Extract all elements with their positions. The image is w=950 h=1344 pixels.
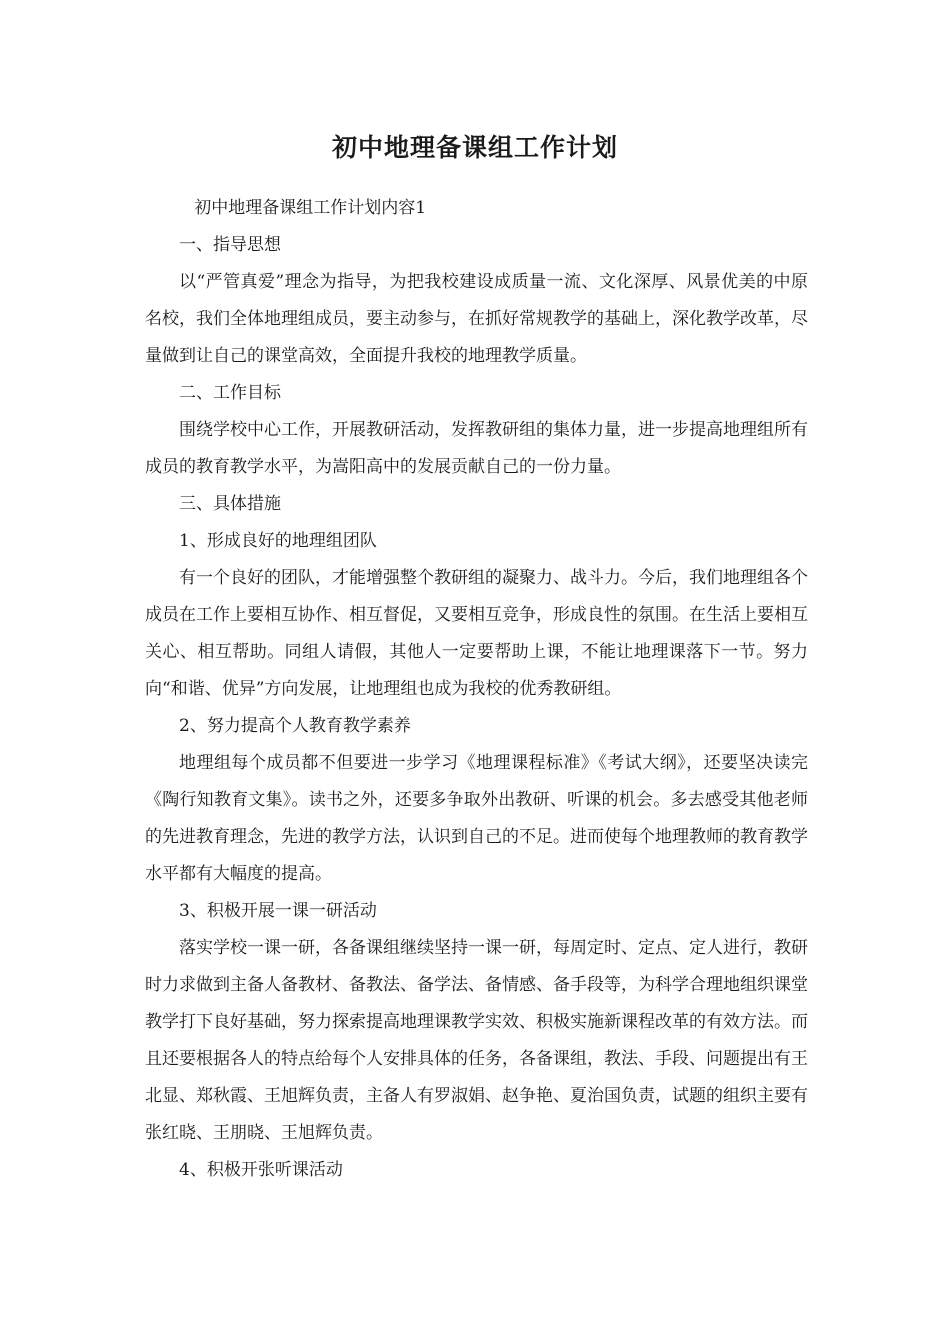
subheading-lesson-observation: 4、积极开张听课活动	[179, 1160, 343, 1180]
subheading-lesson-research: 3、积极开展一课一研活动	[179, 901, 377, 921]
page-title: 初中地理备课组工作计划	[331, 133, 618, 162]
section-subtitle: 初中地理备课组工作计划内容1	[194, 198, 427, 218]
paragraph-team: 有一个良好的团队，才能增强整个教研组的凝聚力、战斗力。今后，我们地理组各个成员在工作上要相互协作、相互督促，又要相互竞争，形成良性的氛围。在生活上要相互关心、相互帮助。同组人请假，其他人一定要帮助上课，不能让地理课落下一节。努力向“和谐、优异”方向发展，让地理组也成为我校的优秀教研组。	[145, 568, 808, 699]
heading-guiding-ideology: 一、指导思想	[179, 235, 281, 255]
heading-specific-measures: 三、具体措施	[179, 494, 281, 514]
paragraph-guiding-ideology: 以“严管真爱”理念为指导，为把我校建设成质量一流、文化深厚、风景优美的中原名校，我们全体地理组成员，要主动参与，在抓好常规教学的基础上，深化教学改革，尽量做到让自己的课堂高效，全面提升我校的地理教学质量。	[145, 272, 808, 366]
heading-work-goals: 二、工作目标	[179, 383, 281, 403]
paragraph-literacy: 地理组每个成员都不但要进一步学习《地理课程标准》《考试大纲》，还要坚决读完《陶行知教育文集》。读书之外，还要多争取外出教研、听课的机会。多去感受其他老师的先进教育理念，先进的教学方法，认识到自己的不足。进而使每个地理教师的教育教学水平都有大幅度的提高。	[145, 753, 808, 884]
document-body	[145, 190, 808, 1189]
paragraph-lesson-research: 落实学校一课一研，各备课组继续坚持一课一研，每周定时、定点、定人进行，教研时力求做到主备人备教材、备教法、备学法、备情感、备手段等，为科学合理地组织课堂教学打下良好基础，努力探索提高地理课教学实效、积极实施新课程改革的有效方法。而且还要根据各人的特点给每个人安排具体的任务，各备课组，教法、手段、问题提出有王北显、郑秋霞、王旭辉负责，主备人有罗淑娟、赵争艳、夏治国负责，试题的组织主要有张红晓、王朋晓、王旭辉负责。	[145, 938, 808, 1143]
subheading-team: 1、形成良好的地理组团队	[179, 531, 377, 551]
paragraph-work-goals: 围绕学校中心工作，开展教研活动，发挥教研组的集体力量，进一步提高地理组所有成员的教育教学水平，为嵩阳高中的发展贡献自己的一份力量。	[145, 420, 808, 477]
subheading-literacy: 2、努力提高个人教育教学素养	[179, 716, 411, 736]
